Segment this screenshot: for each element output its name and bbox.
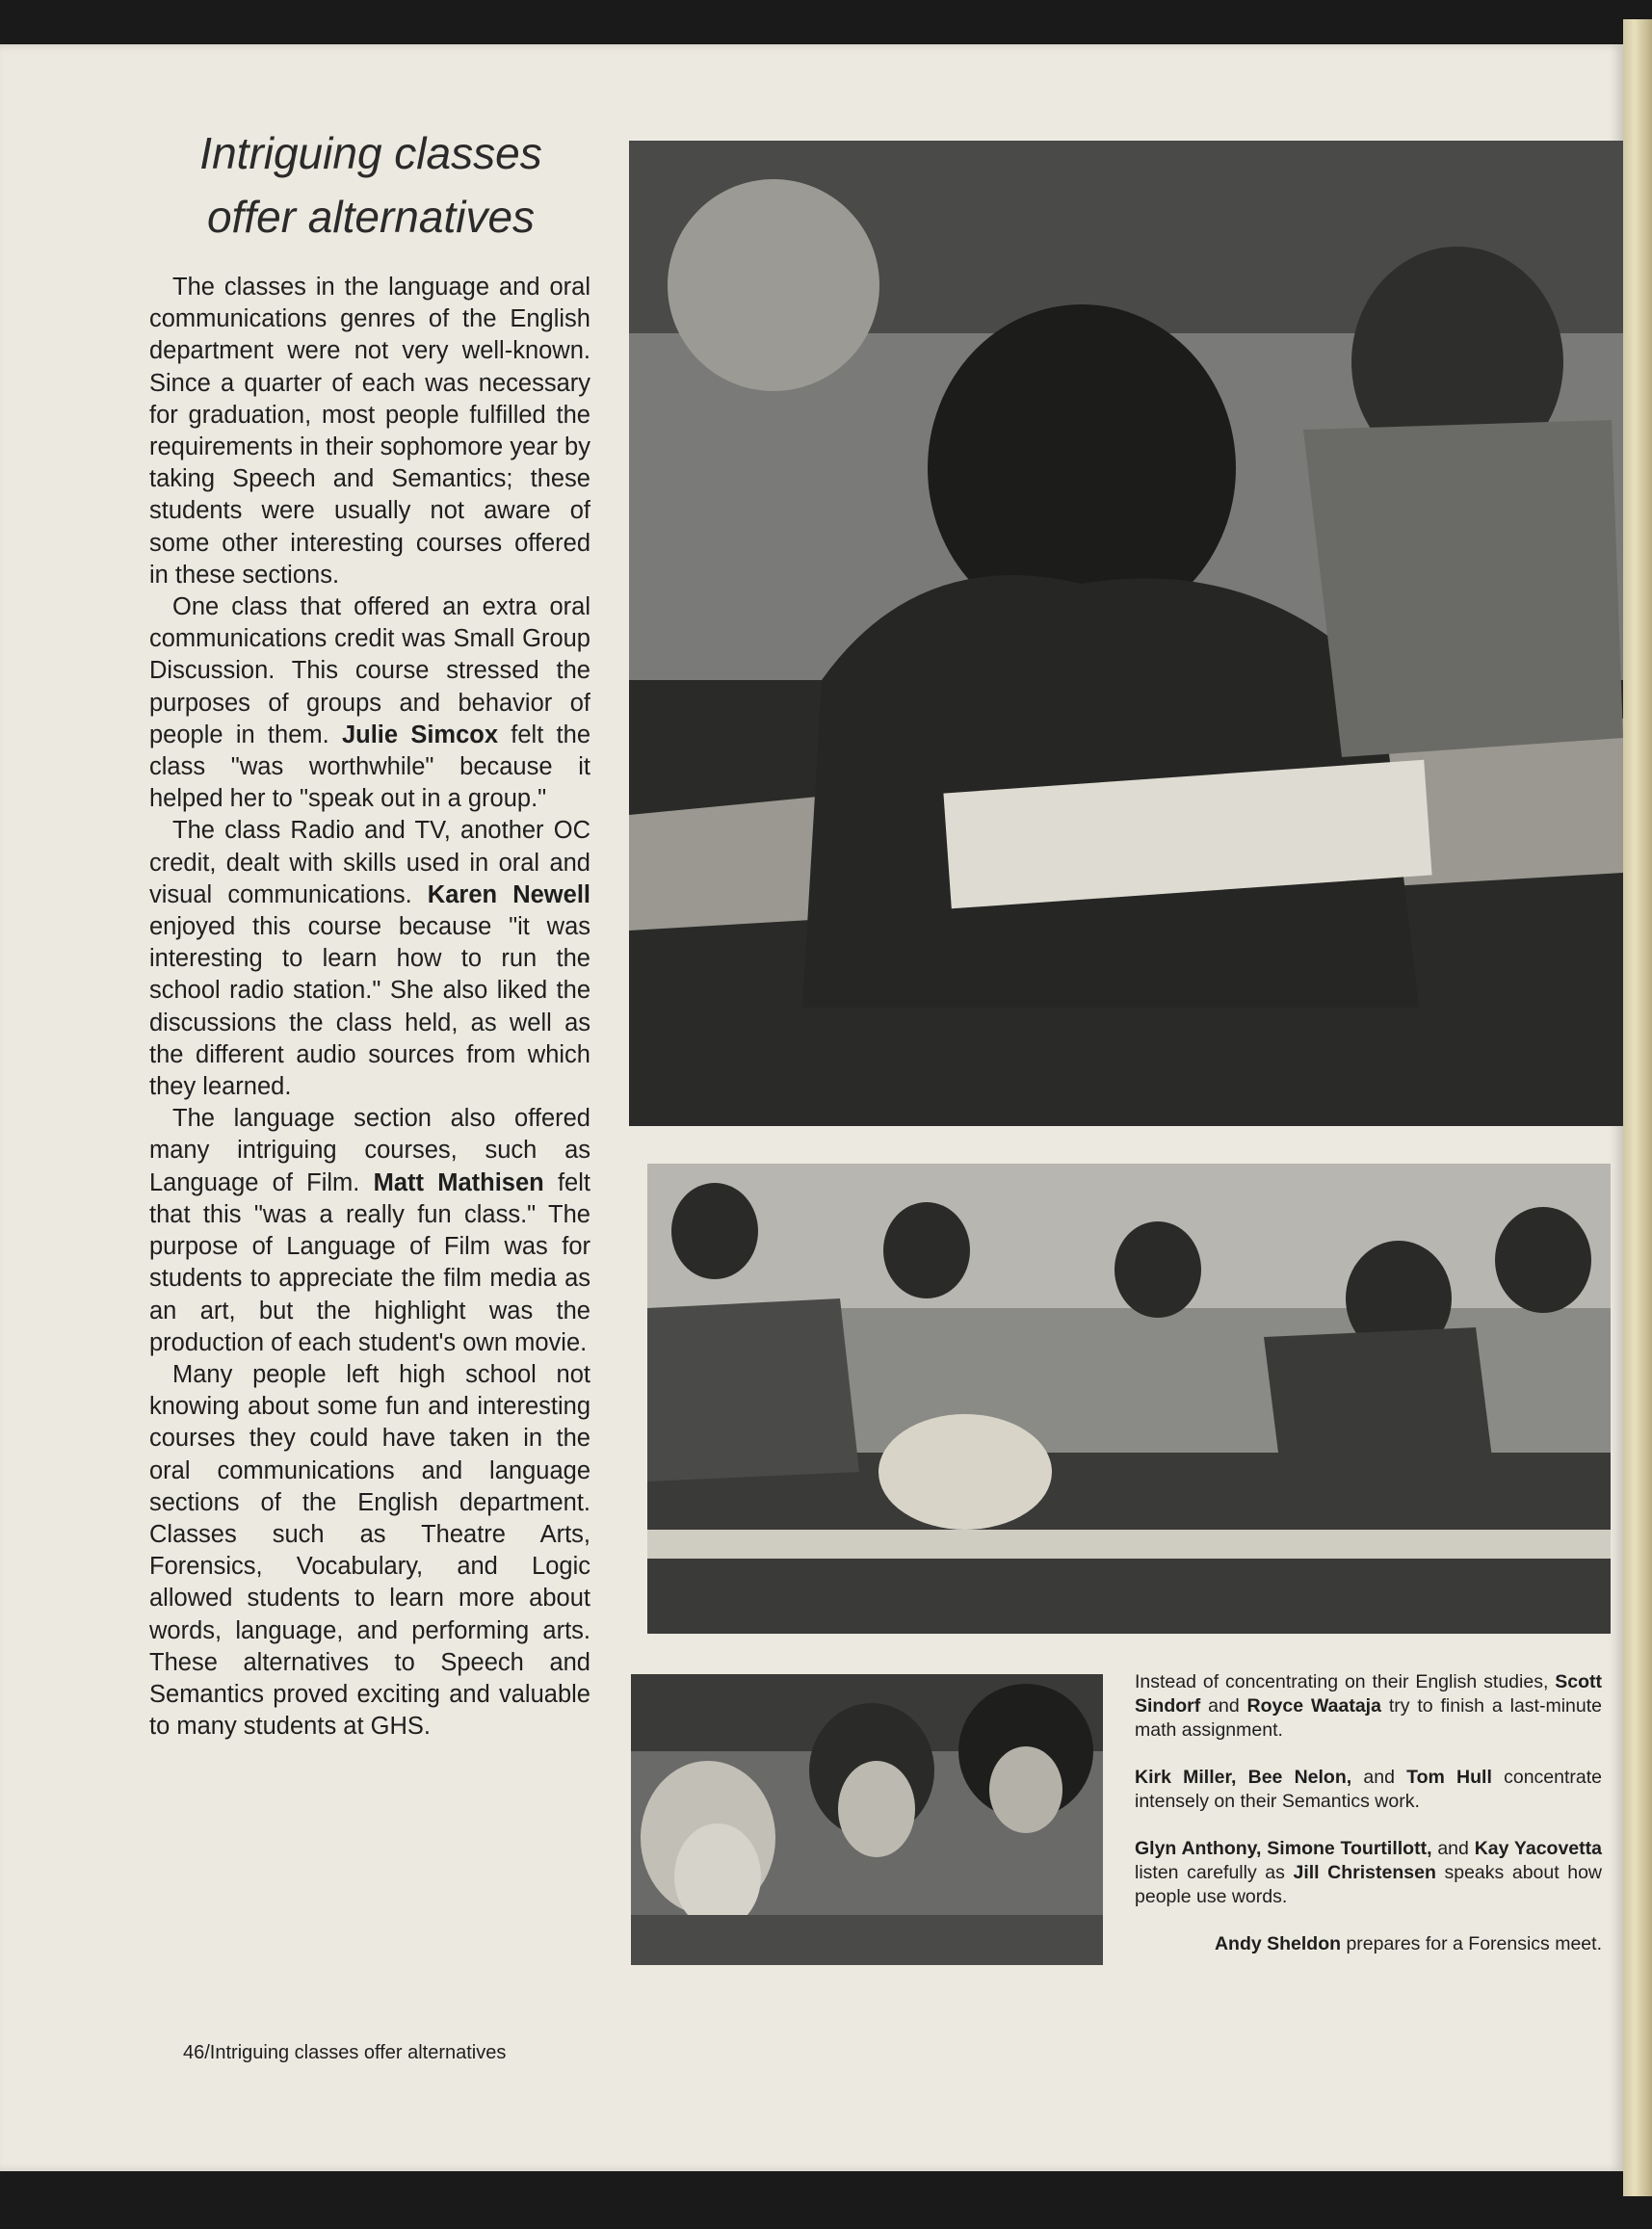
person-name: Jill Christensen — [1293, 1862, 1436, 1883]
photo-captions — [1135, 1670, 1602, 1980]
person-name: Kirk Miller, Bee Nelon, — [1135, 1767, 1352, 1788]
person-name: Tom Hull — [1406, 1767, 1492, 1788]
person-name: Scott Sindorf — [1135, 1671, 1602, 1717]
text-run: and — [1200, 1695, 1247, 1717]
person-name: Glyn Anthony, Simone Tourtillott, — [1135, 1838, 1432, 1859]
photo-students-listening — [631, 1674, 1103, 1965]
page-edge — [1623, 19, 1652, 2196]
caption-paragraph — [1135, 1837, 1602, 1909]
text-run: speaks about how people use words. — [1135, 1862, 1603, 1907]
article-paragraph — [149, 815, 590, 1103]
text-run: try to finish a last-minute math assignment. — [1135, 1695, 1602, 1741]
text-run: felt the class "was worthwhile" because it helped her to "speak out in a group." — [149, 721, 590, 813]
person-name: Matt Mathisen — [373, 1168, 544, 1196]
person-name: Andy Sheldon — [1214, 1933, 1342, 1954]
caption-paragraph — [1135, 1766, 1602, 1814]
photo-3-illustration — [631, 1674, 1103, 1965]
article-paragraph — [149, 1103, 590, 1359]
text-run: Instead of concentrating on their English studies, — [1135, 1671, 1556, 1692]
text-run: Many people left high school not knowing about some fun and interesting courses they could have taken in the oral communications and language sections of the English department. Classes such as Theatre Arts, Forensics, Vocabulary, and Logic allowed students to learn more about words, language, and performing arts. These alternatives to Speech and Semantics proved exciting and valuable to many students at GHS. — [149, 1360, 590, 1741]
article-paragraph — [149, 1359, 590, 1743]
text-run: The classes in the language and oral communications genres of the English department were not very well-known. Since a quarter of each was necessary for graduation, most people fulfilled the requirements in their sophomore year by taking Speech and Semantics; these students were usually not aware of some other interesting courses offered in these sections. — [149, 274, 590, 589]
text-run: listen carefully as — [1135, 1862, 1294, 1883]
person-name: Kay Yacovetta — [1474, 1838, 1602, 1859]
photo-semantics-class — [647, 1164, 1611, 1634]
photo-2-illustration — [647, 1164, 1611, 1634]
article-paragraph — [149, 591, 590, 815]
page-folio: 46/Intriguing classes offer alternatives — [183, 2042, 507, 2063]
photo-1-illustration — [629, 141, 1623, 1126]
text-run: concentrate intensely on their Semantics work. — [1135, 1767, 1602, 1812]
text-run: and — [1351, 1767, 1407, 1788]
text-run: prepares for a Forensics meet. — [1341, 1933, 1602, 1954]
person-name: Julie Simcox — [341, 721, 499, 748]
text-run: The class Radio and TV, another OC credit, dealt with skills used in oral and visual communications. — [149, 817, 590, 908]
text-run: and — [1431, 1838, 1475, 1859]
text-run: The language section also offered many intriguing courses, such as Language of Film. — [149, 1105, 590, 1196]
person-name: Karen Newell — [427, 880, 590, 908]
text-run: felt that this "was a really fun class." The purpose of Language of Film was for students to appreciate the film media as an art, but the highlight was the production of each student's own movie. — [149, 1168, 590, 1356]
text-run: enjoyed this course because "it was interesting to learn how to run the school radio station." She also liked the discussions the class held, as well as the different audio sources from which they learned. — [149, 913, 590, 1101]
caption-paragraph — [1135, 1670, 1602, 1743]
caption-paragraph — [1135, 1932, 1602, 1956]
title-line-2: offer alternatives — [206, 192, 536, 242]
person-name: Royce Waataja — [1246, 1695, 1381, 1717]
article-title — [135, 121, 607, 249]
title-line-1: Intriguing classes — [199, 128, 542, 178]
article-body — [149, 272, 590, 1743]
article-paragraph — [149, 272, 590, 591]
text-run: One class that offered an extra oral communications credit was Small Group Discussion. This course stressed the purposes of groups and behavior of people in them. — [149, 593, 590, 748]
photo-students-math-assignment — [629, 141, 1623, 1126]
